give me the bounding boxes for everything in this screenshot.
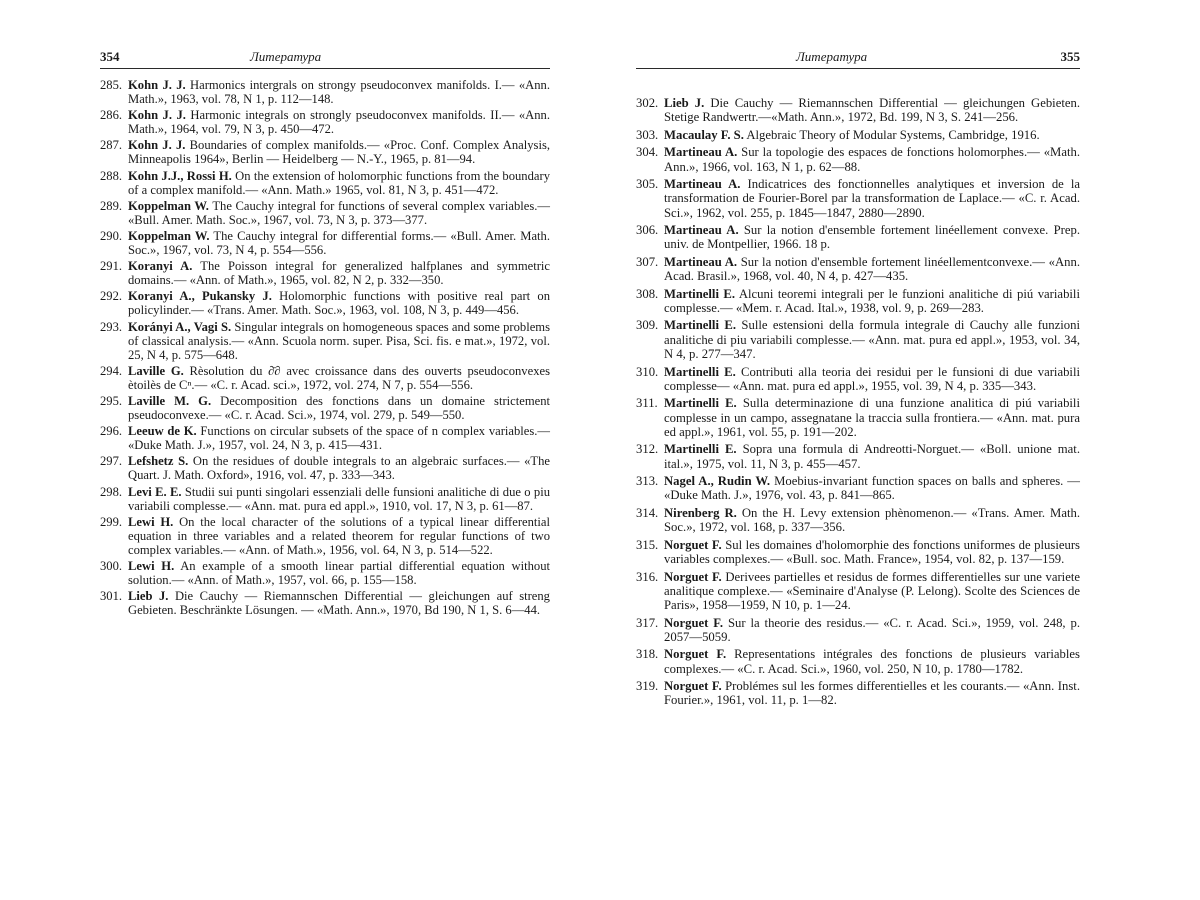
reference-entry: [636, 318, 1080, 361]
reference-number: 307.: [636, 254, 659, 269]
reference-entry: [636, 570, 1080, 613]
reference-text: Die Cauchy — Riemannschen Differential — gleichungen Gebieten. Stetige Randwertr.—«Math. Ann.», 1972, Bd. 199, N 3, S. 241—256.: [664, 96, 1080, 125]
reference-author: Laville M. G.: [128, 393, 212, 408]
reference-text: Rèsolution du ∂̄∂ avec croissance dans des ouverts pseudoconvexes ètoilès de Cⁿ.— «C. r. Acad. sci.», 1972, vol. 274, N 7, p. 554—556.: [128, 363, 550, 392]
reference-number: 317.: [636, 615, 659, 630]
reference-entry: [100, 589, 550, 617]
reference-text: Algebraic Theory of Modular Systems, Cambridge, 1916.: [743, 127, 1040, 142]
reference-author: Laville G.: [128, 363, 184, 378]
reference-entry: [636, 96, 1080, 125]
reference-entry: [636, 647, 1080, 676]
reference-author: Norguet F.: [664, 679, 722, 694]
reference-author: Levi E. E.: [128, 484, 182, 499]
reference-entry: [636, 506, 1080, 535]
reference-author: Norguet F.: [664, 647, 727, 662]
reference-entry: [636, 616, 1080, 645]
left-running-head: [100, 46, 550, 69]
reference-number: 290.: [100, 228, 123, 243]
reference-entry: [100, 364, 550, 392]
reference-text: Sopra una formula di Andreotti-Norguet.— «Boll. unione mat. ital.», 1975, vol. 11, N 3, p. 455—457.: [664, 442, 1081, 471]
reference-author: Martinelli E.: [664, 442, 737, 457]
reference-entry: [100, 108, 550, 136]
reference-author: Macaulay F. S.: [664, 127, 744, 142]
reference-number: 293.: [100, 319, 123, 334]
reference-text: Sur la theorie des residus.— «C. r. Acad. Sci.», 1959, vol. 248, p. 2057—5059.: [664, 615, 1081, 644]
reference-text: Contributi alla teoria dei residui per le funsioni di due variabili complesse— «Ann. mat. pura ed appl.», 1955, vol. 39, N 4, p. 335—343.: [664, 364, 1081, 393]
reference-text: Sulla determinazione di una funzione analitica di piú variabili complesse in un campo, assegnatane la traccia sulla frontiera.— «Ann. mat. pura ed appl.», 1961, vol. 55, p. 191—202.: [664, 396, 1080, 439]
reference-entry: [636, 365, 1080, 394]
reference-text: Sur la notion d'ensemble fortement linéellementconvexe.— «Ann. Acad. Brasil.», 1968, vol. 40, N 4, p. 427—435.: [664, 254, 1080, 284]
reference-number: 319.: [636, 679, 659, 694]
reference-text: Decomposition des fonctions dans un domaine strictement pseudoconvexe.— «C. r. Acad. Sci.», 1974, vol. 279, p. 549—550.: [128, 393, 550, 423]
left-running-title: Литература: [250, 49, 322, 64]
reference-author: Kohn J. J.: [128, 138, 186, 153]
reference-entry: [100, 289, 550, 317]
reference-author: Norguet F.: [664, 569, 722, 584]
reference-text: Derivees partielles et residus de formes differentielles sur une variete analitique complexe.— «Seminaire d'Analyse (P. Lelong). Scolte des Sciences de Paris», 1958—1959, N 10, p. 1—24.: [664, 569, 1080, 613]
reference-number: 300.: [100, 559, 123, 573]
right-reference-list: [636, 96, 1080, 711]
reference-text: Die Cauchy — Riemannschen Differential — gleichungen auf streng Gebieten. Beschränkte Lösungen. — «Math. Ann.», 1970, Bd 190, N 1, S. 6—44.: [128, 589, 550, 618]
right-running-title: Литература: [796, 49, 868, 64]
reference-number: 305.: [636, 177, 659, 192]
reference-entry: [100, 424, 550, 452]
reference-text: On the extension of holomorphic functions from the boundary of a complex manifold.— «Ann. Math.» 1965, vol. 81, N 3, p. 451—472.: [128, 168, 550, 197]
reference-entry: [100, 259, 550, 287]
reference-entry: [100, 78, 550, 106]
reference-entry: [100, 199, 550, 227]
reference-entry: [100, 515, 550, 557]
reference-number: 287.: [100, 138, 123, 153]
reference-number: 309.: [636, 318, 659, 333]
reference-author: Koranyi A.: [128, 259, 193, 274]
reference-number: 312.: [636, 442, 659, 457]
reference-entry: [100, 138, 550, 166]
reference-text: Problémes sul les formes differentielles et les courants.— «Ann. Inst. Fourier.», 1961, vol. 11, p. 1—82.: [664, 679, 1081, 708]
reference-number: 302.: [636, 96, 659, 110]
reference-text: Harmonic integrals on strongly pseudoconvex manifolds. II.— «Ann. Math.», 1964, vol. 79, N 3, p. 450—472.: [128, 108, 551, 137]
reference-entry: [100, 394, 550, 422]
reference-author: Martineau A.: [664, 145, 738, 160]
reference-text: Functions on circular subsets of the space of n complex variables.— «Duke Math. J.», 1957, vol. 24, N 3, p. 415—431.: [128, 424, 551, 453]
reference-entry: [636, 223, 1080, 252]
reference-author: Koranyi A., Pukansky J.: [128, 289, 272, 304]
reference-author: Koppelman W.: [128, 228, 210, 243]
reference-number: 294.: [100, 363, 123, 378]
reference-author: Lieb J.: [664, 96, 705, 110]
reference-number: 289.: [100, 198, 123, 213]
reference-entry: [636, 145, 1080, 174]
reference-text: On the local character of the solutions of a typical linear differential equation in three variables and a related theorem for regular functions of two complex variables.— «Ann. of Math.», 1956, vol. 64, N 3, p. 514—522.: [128, 514, 550, 557]
reference-author: Lewi H.: [128, 559, 175, 573]
reference-author: Norguet F.: [664, 615, 724, 630]
left-page-number: 354: [100, 49, 120, 64]
reference-number: 299.: [100, 514, 123, 529]
reference-entry: [100, 169, 550, 197]
reference-number: 291.: [100, 259, 123, 274]
reference-number: 306.: [636, 223, 659, 238]
reference-text: An example of a smooth linear partial differential equation without solution.— «Ann. of Math.», 1957, vol. 66, p. 155—158.: [128, 559, 550, 588]
reference-author: Martinelli E.: [664, 364, 736, 379]
reference-number: 288.: [100, 168, 123, 183]
reference-entry: [100, 454, 550, 482]
reference-author: Lefshetz S.: [128, 454, 189, 469]
reference-text: Representations intégrales des fonctions de plusieurs variables complexes.— «C. r. Acad. Sci.», 1960, vol. 250, N 10, p. 1780—1782.: [664, 647, 1080, 676]
reference-number: 315.: [636, 537, 659, 552]
reference-author: Martinelli E.: [664, 286, 736, 301]
reference-entry: [636, 538, 1080, 567]
reference-text: Sur la topologie des espaces de fonctions holomorphes.— «Math. Ann.», 1966, vol. 163, N 1, p. 62—88.: [664, 145, 1081, 174]
reference-entry: [636, 128, 1080, 142]
reference-number: 292.: [100, 289, 123, 304]
left-page: [100, 0, 550, 900]
reference-entry: [636, 255, 1080, 284]
reference-text: The Cauchy integral for differential forms.— «Bull. Amer. Math. Soc.», 1967, vol. 73, N 4, p. 554—556.: [128, 228, 550, 258]
right-page-number: 355: [1060, 49, 1080, 64]
reference-author: Martineau A.: [664, 177, 741, 192]
reference-author: Martineau A.: [664, 223, 739, 238]
reference-author: Norguet F.: [664, 537, 722, 552]
reference-number: 318.: [636, 647, 659, 662]
reference-number: 314.: [636, 505, 659, 520]
right-running-head: [636, 46, 1080, 69]
reference-text: Moebius-invariant function spaces on balls and spheres. — «Duke Math. J.», 1976, vol. 43, p. 841—865.: [664, 474, 1080, 503]
reference-author: Kohn J. J.: [128, 78, 186, 92]
reference-number: 298.: [100, 484, 123, 499]
right-page: [636, 0, 1080, 900]
reference-number: 303.: [636, 127, 659, 142]
reference-number: 313.: [636, 474, 659, 489]
reference-text: Sulle estensioni della formula integrale di Cauchy alle funzioni analitiche di piu variabili complesse.— «Ann. mat. pura ed appl.», 1953, vol. 34, N 4, p. 277—347.: [664, 318, 1080, 362]
reference-text: The Cauchy integral for functions of several complex variables.— «Bull. Amer. Math. Soc.», 1967, vol. 73, N 3, p. 373—377.: [128, 198, 550, 227]
reference-number: 286.: [100, 108, 123, 123]
reference-author: Kohn J.J., Rossi H.: [128, 168, 232, 183]
reference-entry: [636, 396, 1080, 439]
reference-author: Lewi H.: [128, 514, 174, 529]
reference-number: 297.: [100, 454, 123, 469]
reference-author: Korányi A., Vagi S.: [128, 319, 232, 334]
reference-text: Sur la notion d'ensemble fortement linéellement convexe. Prep. univ. de Montpellier, 1966. 18 p.: [664, 223, 1080, 252]
reference-author: Kohn J. J.: [128, 108, 186, 123]
reference-text: On the residues of double integrals to an algebraic surfaces.— «The Quart. J. Math. Oxford», 1916, vol. 47, p. 333—343.: [128, 454, 551, 483]
reference-author: Nirenberg R.: [664, 505, 737, 520]
reference-entry: [636, 474, 1080, 503]
reference-author: Martineau A.: [664, 254, 738, 269]
reference-number: 316.: [636, 569, 659, 584]
reference-text: Harmonics intergrals on strongy pseudoconvex manifolds. I.— «Ann. Math.», 1963, vol. 78, N 1, p. 112—148.: [128, 78, 550, 107]
reference-number: 285.: [100, 78, 123, 92]
reference-text: Alcuni teoremi integrali per le funzioni analitiche di piú variabili complesse.— «Mem. r. Acad. Ital.», 1938, vol. 9, p. 269—283.: [664, 286, 1080, 315]
reference-number: 311.: [636, 396, 658, 411]
reference-text: Indicatrices des fonctionnelles analytiques et inversion de la transformation de Fourier-Borel par la transformation de Laplace.— «C. r. Acad. Sci.», 1962, vol. 255, p. 1845—1847, 2880—2890.: [664, 177, 1080, 220]
reference-text: On the H. Levy extension phènomenon.— «Trans. Amer. Math. Soc.», 1972, vol. 168, p. 337—356.: [664, 505, 1080, 535]
reference-entry: [100, 485, 550, 513]
reference-entry: [636, 177, 1080, 220]
reference-entry: [636, 679, 1080, 708]
left-reference-list: [100, 78, 550, 619]
reference-text: Singular integrals on homogeneous spaces and some problems of classical analysis.— «Ann. Scuola norm. super. Pisa, Sci. fis. e mat.», 1972, vol. 25, N 4, p. 575—648.: [128, 319, 550, 362]
reference-number: 296.: [100, 424, 123, 439]
reference-number: 301.: [100, 589, 123, 604]
reference-text: Studii sui punti singolari essenziali delle funsioni analitiche di due o piu variabili complesse.— «Ann. mat. pura ed appl.», 1910, vol. 17, N 3, p. 61—87.: [128, 484, 551, 513]
reference-author: Lieb J.: [128, 589, 169, 604]
reference-entry: [100, 559, 550, 587]
reference-text: Sul les domaines d'holomorphie des fonctions uniformes de plusieurs variables complexes.— «Bull. soc. Math. France», 1954, vol. 82, p. 137—159.: [664, 537, 1080, 567]
reference-text: The Poisson integral for generalized halfplanes and symmetric domains.— «Ann. of Math.», 1965, vol. 82, N 2, p. 332—350.: [128, 259, 550, 288]
reference-entry: [636, 442, 1080, 471]
reference-number: 304.: [636, 145, 659, 160]
reference-number: 308.: [636, 286, 659, 301]
reference-author: Leeuw de K.: [128, 424, 197, 439]
reference-number: 310.: [636, 364, 659, 379]
reference-author: Koppelman W.: [128, 198, 209, 213]
reference-entry: [636, 287, 1080, 316]
reference-author: Martinelli E.: [664, 318, 737, 333]
reference-text: Holomorphic functions with positive real part on policylinder.— «Trans. Amer. Math. Soc.», 1963, vol. 108, N 3, p. 449—456.: [128, 289, 550, 318]
reference-number: 295.: [100, 393, 123, 408]
reference-entry: [100, 229, 550, 257]
reference-entry: [100, 320, 550, 362]
reference-author: Nagel A., Rudin W.: [664, 474, 771, 489]
reference-author: Martinelli E.: [664, 396, 737, 411]
reference-text: Boundaries of complex manifolds.— «Proc. Conf. Complex Analysis, Minneapolis 1964», Berlin — Heidelberg — N.-Y., 1965, p. 81—94.: [128, 138, 550, 167]
